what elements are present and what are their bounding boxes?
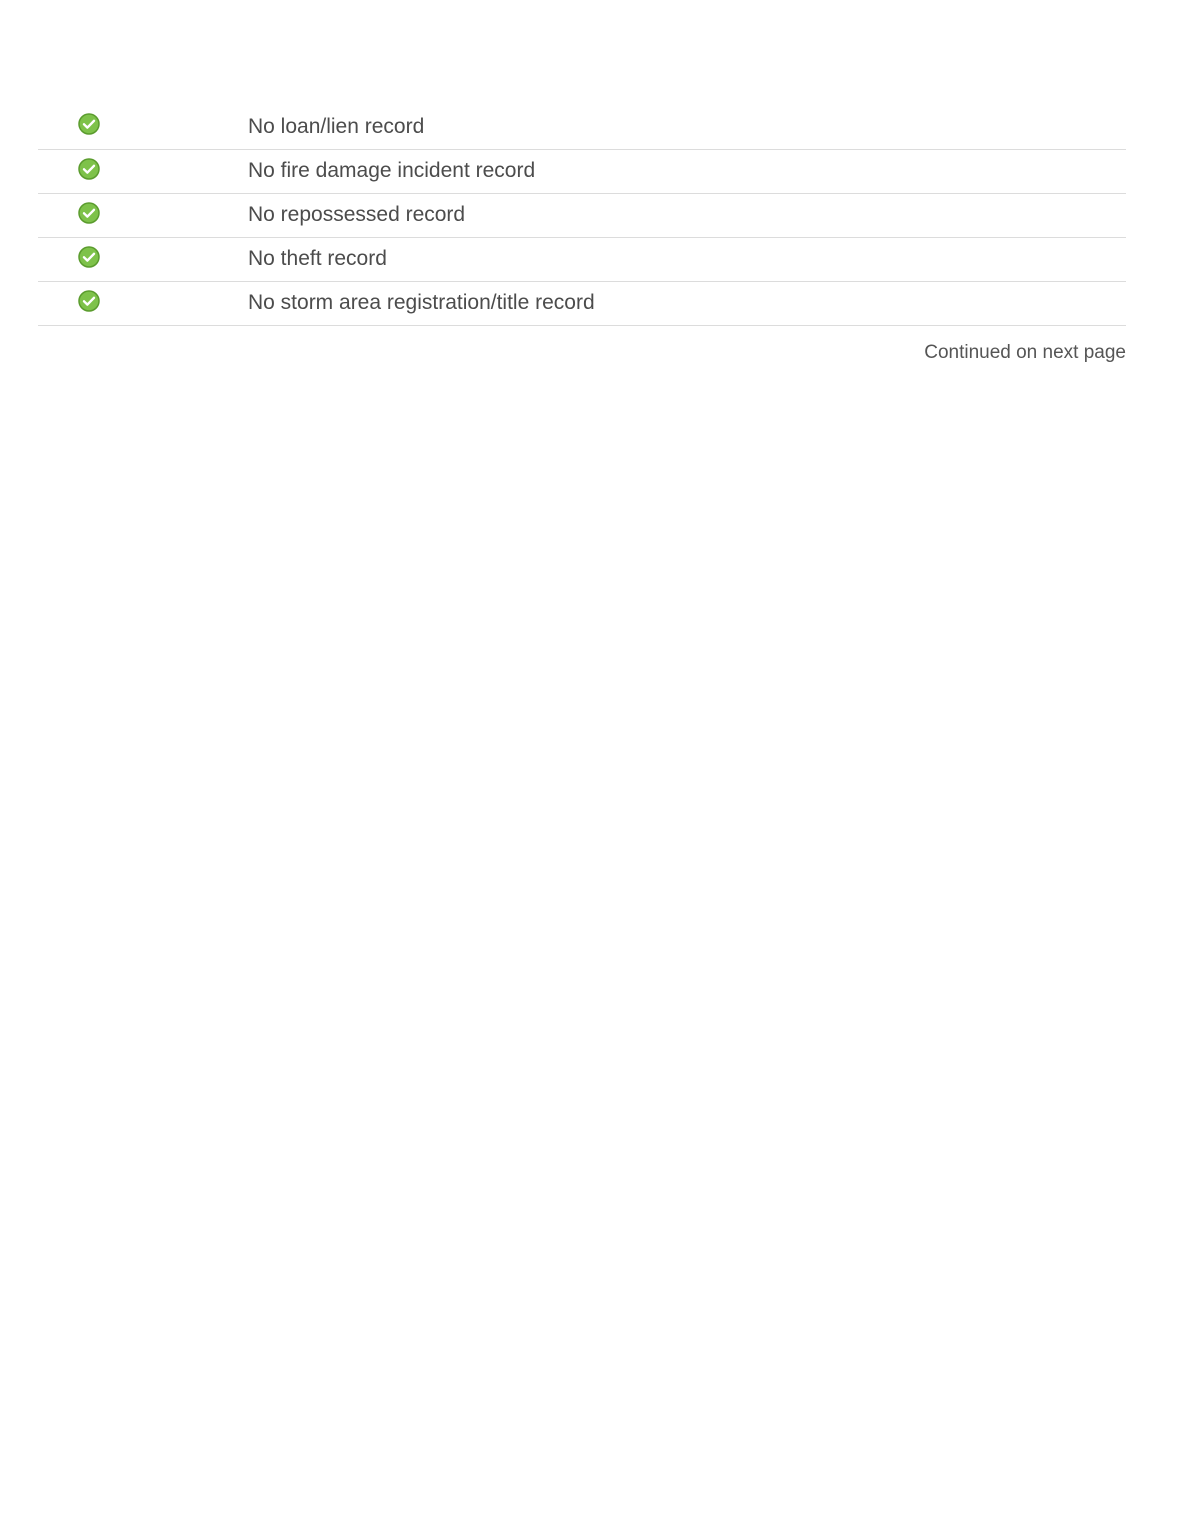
record-label-cell: No fire damage incident record — [236, 149, 1126, 193]
records-table-body — [38, 105, 1126, 325]
table-row — [38, 281, 1126, 325]
check-circle-green-icon — [78, 290, 100, 312]
table-row — [38, 105, 1126, 149]
record-status-cell — [38, 193, 236, 237]
record-label-cell: No loan/lien record — [236, 105, 1126, 149]
continued-on-next-page-note: Continued on next page — [924, 342, 1126, 363]
check-circle-green-icon — [78, 158, 100, 180]
check-circle-green-icon — [78, 202, 100, 224]
table-row — [38, 237, 1126, 281]
check-circle-green-icon — [78, 246, 100, 268]
vehicle-history-records-table — [38, 105, 1126, 326]
record-status-cell — [38, 105, 236, 149]
table-row — [38, 193, 1126, 237]
record-label-cell: No theft record — [236, 237, 1126, 281]
record-status-cell — [38, 149, 236, 193]
record-status-cell — [38, 237, 236, 281]
record-status-cell — [38, 281, 236, 325]
record-label-cell: No storm area registration/title record — [236, 281, 1126, 325]
check-circle-green-icon — [78, 113, 100, 135]
table-row — [38, 149, 1126, 193]
record-label-cell: No repossessed record — [236, 193, 1126, 237]
